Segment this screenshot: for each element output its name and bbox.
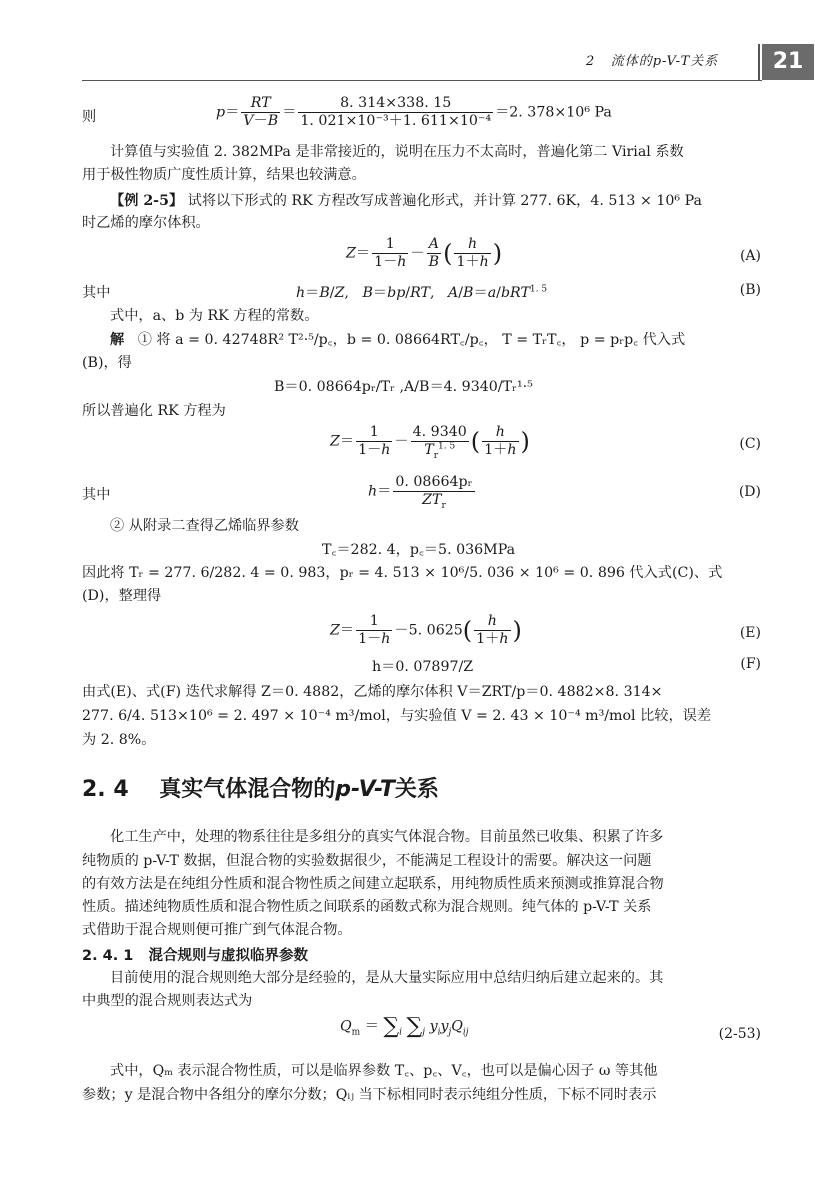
section-heading bbox=[82, 772, 439, 803]
solution-label: 解 bbox=[110, 332, 125, 348]
chapter-number: 2 bbox=[586, 54, 596, 69]
fraction-numeric bbox=[298, 95, 493, 130]
section-number: 2. 4 bbox=[82, 777, 129, 802]
eq-c-coefficient: 4. 9340 bbox=[412, 424, 467, 440]
step-2-text: ② 从附录二查得乙烯临界参数 bbox=[110, 518, 299, 534]
example-text: 试将以下形式的 RK 方程改写成普遍化形式，并计算 277. 6K，4. 513 × 10⁶ Pa bbox=[187, 193, 702, 209]
equation-f: h＝0. 07897/Z bbox=[372, 659, 474, 675]
step-2-line-1: 因此将 Tᵣ = 277. 6/282. 4 = 0. 983，pᵣ = 4. 513 × 10⁶/5. 036 × 10⁶ = 0. 896 代入式(C)、式 bbox=[82, 565, 723, 581]
equation-a: Z＝ $\frac{1}{1-h}$ － $\frac{A}{B}$ ( $\frac{h}{1+h}$ ) bbox=[346, 236, 503, 270]
equation-tag-b: (B) bbox=[739, 282, 761, 298]
numeric-denominator: 1. 021×10⁻³＋1. 611×10⁻⁴ bbox=[300, 113, 492, 129]
constants-note: 式中，a、b 为 RK 方程的常数。 bbox=[110, 308, 319, 324]
subsection-paragraph-line: 中典型的混合规则表达式为 bbox=[82, 993, 253, 1009]
equation-b-reduced: B＝0. 08664pᵣ/Tᵣ ,A/B＝4. 9340/Tᵣ¹·⁵ bbox=[274, 379, 533, 395]
section-paragraph-line: 纯物质的 p-V-T 数据，但混合物的实验数据很少，不能满足工程设计的需要。解决这一问题 bbox=[82, 853, 652, 869]
subsection-paragraph-line: 目前使用的混合规则绝大部分是经验的，是从大量实际应用中总结归纳后建立起来的。其 bbox=[110, 970, 664, 986]
header-title-pvt: p-V-T bbox=[652, 54, 691, 69]
final-paragraph-line: 式中，Qₘ 表示混合物性质，可以是临界参数 T꜀、p꜀、V꜀，也可以是偏心因子 ω 等其他 bbox=[110, 1063, 658, 1079]
solution-step-1b: (B)，得 bbox=[82, 355, 132, 371]
eq-d-numerator: 0. 08664pᵣ bbox=[395, 474, 473, 490]
equation-tag-a: (A) bbox=[739, 248, 761, 264]
section-paragraph-line: 式借助于混合规则便可推广到气体混合物。 bbox=[82, 922, 352, 938]
pressure-result: ＝2. 378×10⁶ Pa bbox=[495, 104, 612, 121]
header-title-prefix: 流体的 bbox=[610, 54, 653, 69]
equation-d: h＝ $\frac{\text{0. 08664pᵣ}}{ZT_r}$ bbox=[368, 474, 473, 511]
then-label: 则 bbox=[82, 109, 97, 125]
header-divider bbox=[758, 44, 760, 80]
example-line bbox=[110, 190, 702, 212]
equation-e: Z＝ $\frac{1}{1-h}$ －5. 0625( $\frac{h}{1+h}$ ) bbox=[330, 613, 522, 647]
example-line-2: 时乙烯的摩尔体积。 bbox=[82, 215, 210, 231]
rk-intro: 所以普遍化 RK 方程为 bbox=[82, 403, 226, 419]
equation-b: h＝B/Z, B＝bp/RT, A/B＝a/bRT$^{1. 5}$ bbox=[296, 284, 548, 301]
solution-line bbox=[110, 329, 685, 351]
where-label: 其中 bbox=[82, 285, 111, 301]
equation-tag-f: (F) bbox=[740, 656, 761, 672]
section-title-suffix: 关系 bbox=[394, 777, 439, 802]
eq-e-coefficient: 5. 0625 bbox=[408, 622, 463, 639]
example-label: 【例 2-5】 bbox=[110, 193, 184, 209]
section-paragraph-line: 性质。描述纯物质性质和混合物性质之间联系的函数式称为混合规则。纯气体的 p-V-T 关系 bbox=[82, 899, 652, 915]
section-title-prefix: 真实气体混合物的 bbox=[159, 777, 336, 802]
equation-tag-c: (C) bbox=[739, 436, 761, 452]
subsection-title: 混合规则与虚拟临界参数 bbox=[148, 948, 309, 964]
section-title-pvt: p-V-T bbox=[335, 777, 395, 802]
paragraph-line: 用于极性物质广度性质计算，结果也较满意。 bbox=[82, 167, 366, 183]
equation-tag-d: (D) bbox=[738, 484, 761, 500]
solution-step-1: ① 将 a = 0. 42748R² T²·⁵/p꜀，b = 0. 08664RT꜀/p꜀， T = TᵣT꜀， p = pᵣp꜀ 代入式 bbox=[137, 332, 686, 348]
result-line: 由式(E)、式(F) 迭代求解得 Z＝0. 4882，乙烯的摩尔体积 V＝ZRT/p＝0. 4882×8. 314× bbox=[82, 684, 663, 700]
page-number: 21 bbox=[762, 44, 814, 80]
equation-pressure: p＝ $\frac{RT}{V-B}$ ＝ $\frac{8. 314\times 338. 15}{\text{1. 021×10⁻³＋1. 611×10⁻⁴}}$ ＝2. 378×10⁶ Pa bbox=[216, 95, 612, 129]
step-2-line-2: (D)，整理得 bbox=[82, 588, 162, 604]
section-paragraph-line: 化工生产中，处理的物系往往是多组分的真实气体混合物。目前虽然已收集、积累了许多 bbox=[110, 829, 664, 845]
equation-tag-2-53: (2-53) bbox=[718, 1026, 761, 1042]
numeric-numerator: 8. 314×338. 15 bbox=[298, 95, 493, 113]
section-paragraph-line: 的有效方法是在纯组分性质和混合物性质之间建立起联系，用纯物质性质来预测或推算混合物 bbox=[82, 876, 664, 892]
paragraph-line: 计算值与实验值 2. 382MPa 是非常接近的，说明在压力不太高时，普遍化第二 Virial 系数 bbox=[110, 144, 684, 160]
final-paragraph-line: 参数；y 是混合物中各组分的摩尔分数；Qᵢⱼ 当下标相同时表示纯组分性质，下标不同时表示 bbox=[82, 1087, 657, 1103]
where-label-2: 其中 bbox=[82, 487, 111, 503]
header-title-suffix: 关系 bbox=[690, 54, 719, 69]
subsection-heading bbox=[82, 944, 308, 965]
equation-tag-e: (E) bbox=[739, 625, 761, 641]
running-header bbox=[586, 50, 718, 69]
result-line: 277. 6/4. 513×10⁶ = 2. 497 × 10⁻⁴ m³/mol，与实验值 V = 2. 43 × 10⁻⁴ m³/mol 比较，误差 bbox=[82, 708, 712, 724]
critical-parameters: T꜀＝282. 4，p꜀＝5. 036MPa bbox=[322, 542, 516, 558]
result-line: 为 2. 8%。 bbox=[82, 732, 156, 748]
equation-2-53: $Q_m = \sum_i$ $\sum_j$ $y_iy_jQ_{ij}$ bbox=[340, 1014, 469, 1039]
header-rule bbox=[82, 80, 762, 81]
equation-c: Z＝ $\frac{1}{1-h}$ － $\frac{4. 9340}{T_r^{1. 5}}$ ( $\frac{h}{1+h}$ ) bbox=[330, 424, 530, 461]
subsection-number: 2. 4. 1 bbox=[82, 948, 134, 964]
fraction-rt-over-vb: $\frac{RT}{V-B}$ bbox=[243, 95, 279, 129]
